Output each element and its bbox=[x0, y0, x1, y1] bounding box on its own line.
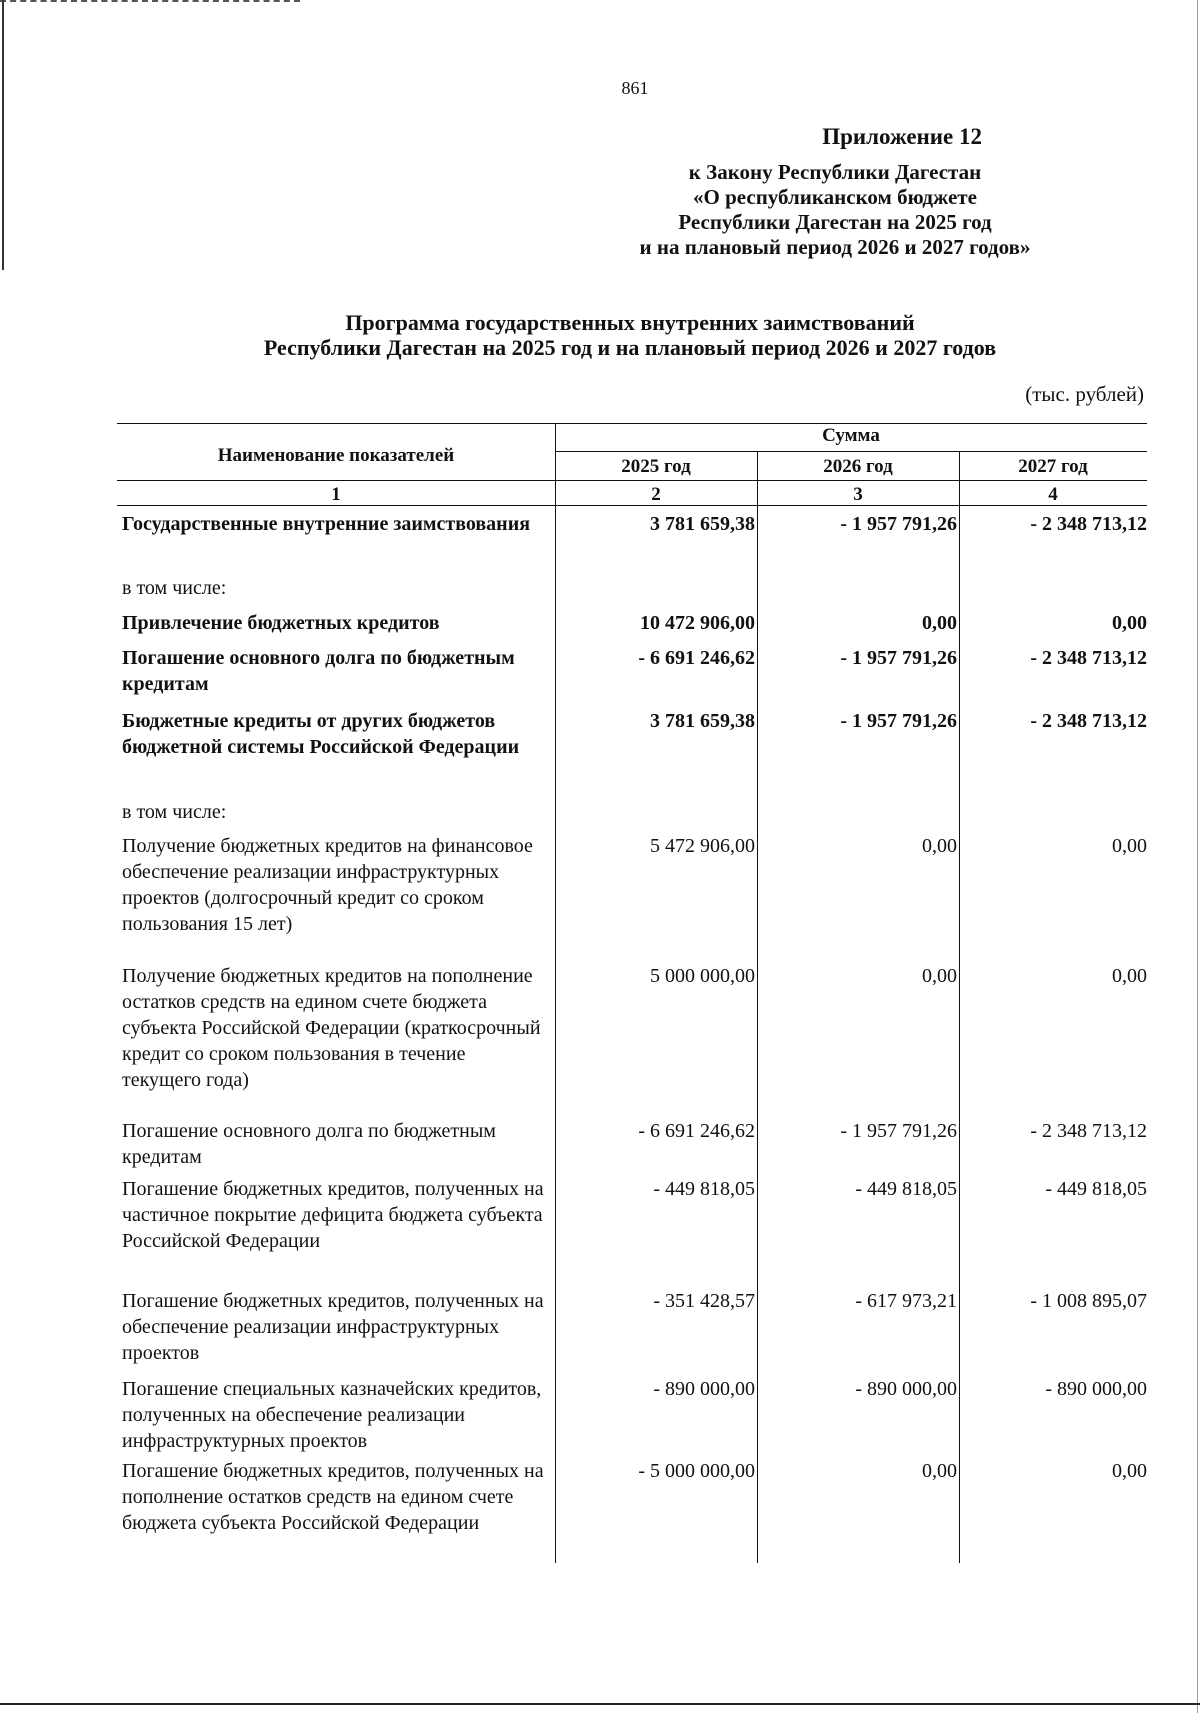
column-number: 4 bbox=[1048, 484, 1058, 505]
row-name: Погашение основного долга по бюджетным кредитам bbox=[122, 647, 515, 695]
scan-edge-right bbox=[1197, 0, 1198, 1713]
value-2026: - 1 957 791,26 bbox=[840, 1120, 957, 1142]
value-2026: - 1 957 791,26 bbox=[840, 647, 957, 669]
row-name: Получение бюджетных кредитов на пополнение остатков средств на едином счете бюджета субъекта Российской Федерации (краткосрочный кредит со сроком пользования в течение текущего года) bbox=[122, 965, 541, 1091]
value-2027: - 449 818,05 bbox=[1045, 1178, 1147, 1200]
value-2025: 5 472 906,00 bbox=[650, 835, 755, 857]
row-name: Погашение бюджетных кредитов, полученных на обеспечение реализации инфраструктурных проектов bbox=[122, 1290, 544, 1364]
row-name: Погашение основного долга по бюджетным кредитам bbox=[122, 1120, 496, 1168]
value-2026: - 617 973,21 bbox=[855, 1290, 957, 1312]
value-2025: - 351 428,57 bbox=[653, 1290, 755, 1312]
header-name: Наименование показателей bbox=[217, 445, 455, 466]
value-2025: 10 472 906,00 bbox=[640, 612, 755, 634]
law-reference-line: и на плановый период 2026 и 2027 годов» bbox=[639, 235, 1031, 259]
document-title-line: Программа государственных внутренних заимствований bbox=[345, 310, 915, 335]
header-year: 2026 год bbox=[823, 456, 893, 477]
value-2027: 0,00 bbox=[1112, 835, 1147, 857]
value-2026: - 1 957 791,26 bbox=[840, 513, 957, 535]
row-name: Погашение специальных казначейских кредитов, полученных на обеспечение реализации инфраструктурных проектов bbox=[122, 1378, 542, 1452]
scan-edge-left bbox=[2, 0, 4, 270]
document-title-line: Республики Дагестан на 2025 год и на плановый период 2026 и 2027 годов bbox=[263, 335, 997, 360]
header-divider bbox=[555, 451, 1147, 452]
value-2026: - 890 000,00 bbox=[855, 1378, 957, 1400]
scan-edge-top bbox=[0, 0, 300, 2]
scan-edge-bottom bbox=[0, 1703, 1200, 1705]
row-name: Погашение бюджетных кредитов, полученных на частичное покрытие дефицита бюджета субъекта Российской Федерации bbox=[122, 1178, 544, 1252]
value-2025: 3 781 659,38 bbox=[650, 513, 755, 535]
value-2027: 0,00 bbox=[1112, 965, 1147, 987]
column-number: 1 bbox=[331, 484, 341, 505]
value-2025: 3 781 659,38 bbox=[650, 710, 755, 732]
page-number: 861 bbox=[621, 78, 649, 98]
value-2025: - 6 691 246,62 bbox=[638, 1120, 755, 1142]
value-2026: 0,00 bbox=[922, 835, 957, 857]
value-2027: - 2 348 713,12 bbox=[1030, 513, 1147, 535]
column-number: 2 bbox=[651, 484, 661, 505]
value-2027: - 890 000,00 bbox=[1045, 1378, 1147, 1400]
row-name: Бюджетные кредиты от других бюджетов бюджетной системы Российской Федерации bbox=[122, 710, 520, 758]
law-reference-line: к Закону Республики Дагестан bbox=[688, 160, 982, 184]
value-2027: - 1 008 895,07 bbox=[1030, 1290, 1147, 1312]
header-sum: Сумма bbox=[822, 425, 880, 446]
law-reference-line: Республики Дагестан на 2025 год bbox=[678, 210, 992, 234]
value-2026: 0,00 bbox=[922, 1460, 957, 1482]
row-name: Погашение бюджетных кредитов, полученных на пополнение остатков средств на едином счете бюджета субъекта Российской Федерации bbox=[122, 1460, 544, 1534]
row-name: Получение бюджетных кредитов на финансовое обеспечение реализации инфраструктурных проектов (долгосрочный кредит со сроком пользования 15 лет) bbox=[122, 835, 533, 935]
law-reference bbox=[600, 160, 1070, 260]
row-name: Государственные внутренние заимствования bbox=[122, 513, 531, 535]
table-border-top bbox=[117, 423, 1147, 424]
row-name: Привлечение бюджетных кредитов bbox=[122, 612, 440, 634]
appendix-label: Приложение 12 bbox=[822, 124, 982, 149]
column-number: 3 bbox=[853, 484, 863, 505]
units-label: (тыс. рублей) bbox=[1025, 382, 1144, 406]
value-2025: - 5 000 000,00 bbox=[638, 1460, 755, 1482]
value-2025: - 6 691 246,62 bbox=[638, 647, 755, 669]
header-year: 2025 год bbox=[621, 456, 691, 477]
value-2026: 0,00 bbox=[922, 965, 957, 987]
value-2027: - 2 348 713,12 bbox=[1030, 647, 1147, 669]
header-divider bbox=[117, 480, 1147, 481]
value-2025: - 449 818,05 bbox=[653, 1178, 755, 1200]
value-2027: - 2 348 713,12 bbox=[1030, 710, 1147, 732]
value-2026: - 449 818,05 bbox=[855, 1178, 957, 1200]
value-2026: 0,00 bbox=[922, 612, 957, 634]
value-2025: 5 000 000,00 bbox=[650, 965, 755, 987]
value-2027: 0,00 bbox=[1112, 612, 1147, 634]
value-2027: 0,00 bbox=[1112, 1460, 1147, 1482]
value-2025: - 890 000,00 bbox=[653, 1378, 755, 1400]
row-name: в том числе: bbox=[122, 577, 227, 599]
row-name: в том числе: bbox=[122, 801, 227, 823]
value-2026: - 1 957 791,26 bbox=[840, 710, 957, 732]
value-2027: - 2 348 713,12 bbox=[1030, 1120, 1147, 1142]
header-year: 2027 год bbox=[1018, 456, 1088, 477]
law-reference-line: «О республиканском бюджете bbox=[693, 185, 977, 209]
document-title bbox=[150, 310, 1110, 360]
